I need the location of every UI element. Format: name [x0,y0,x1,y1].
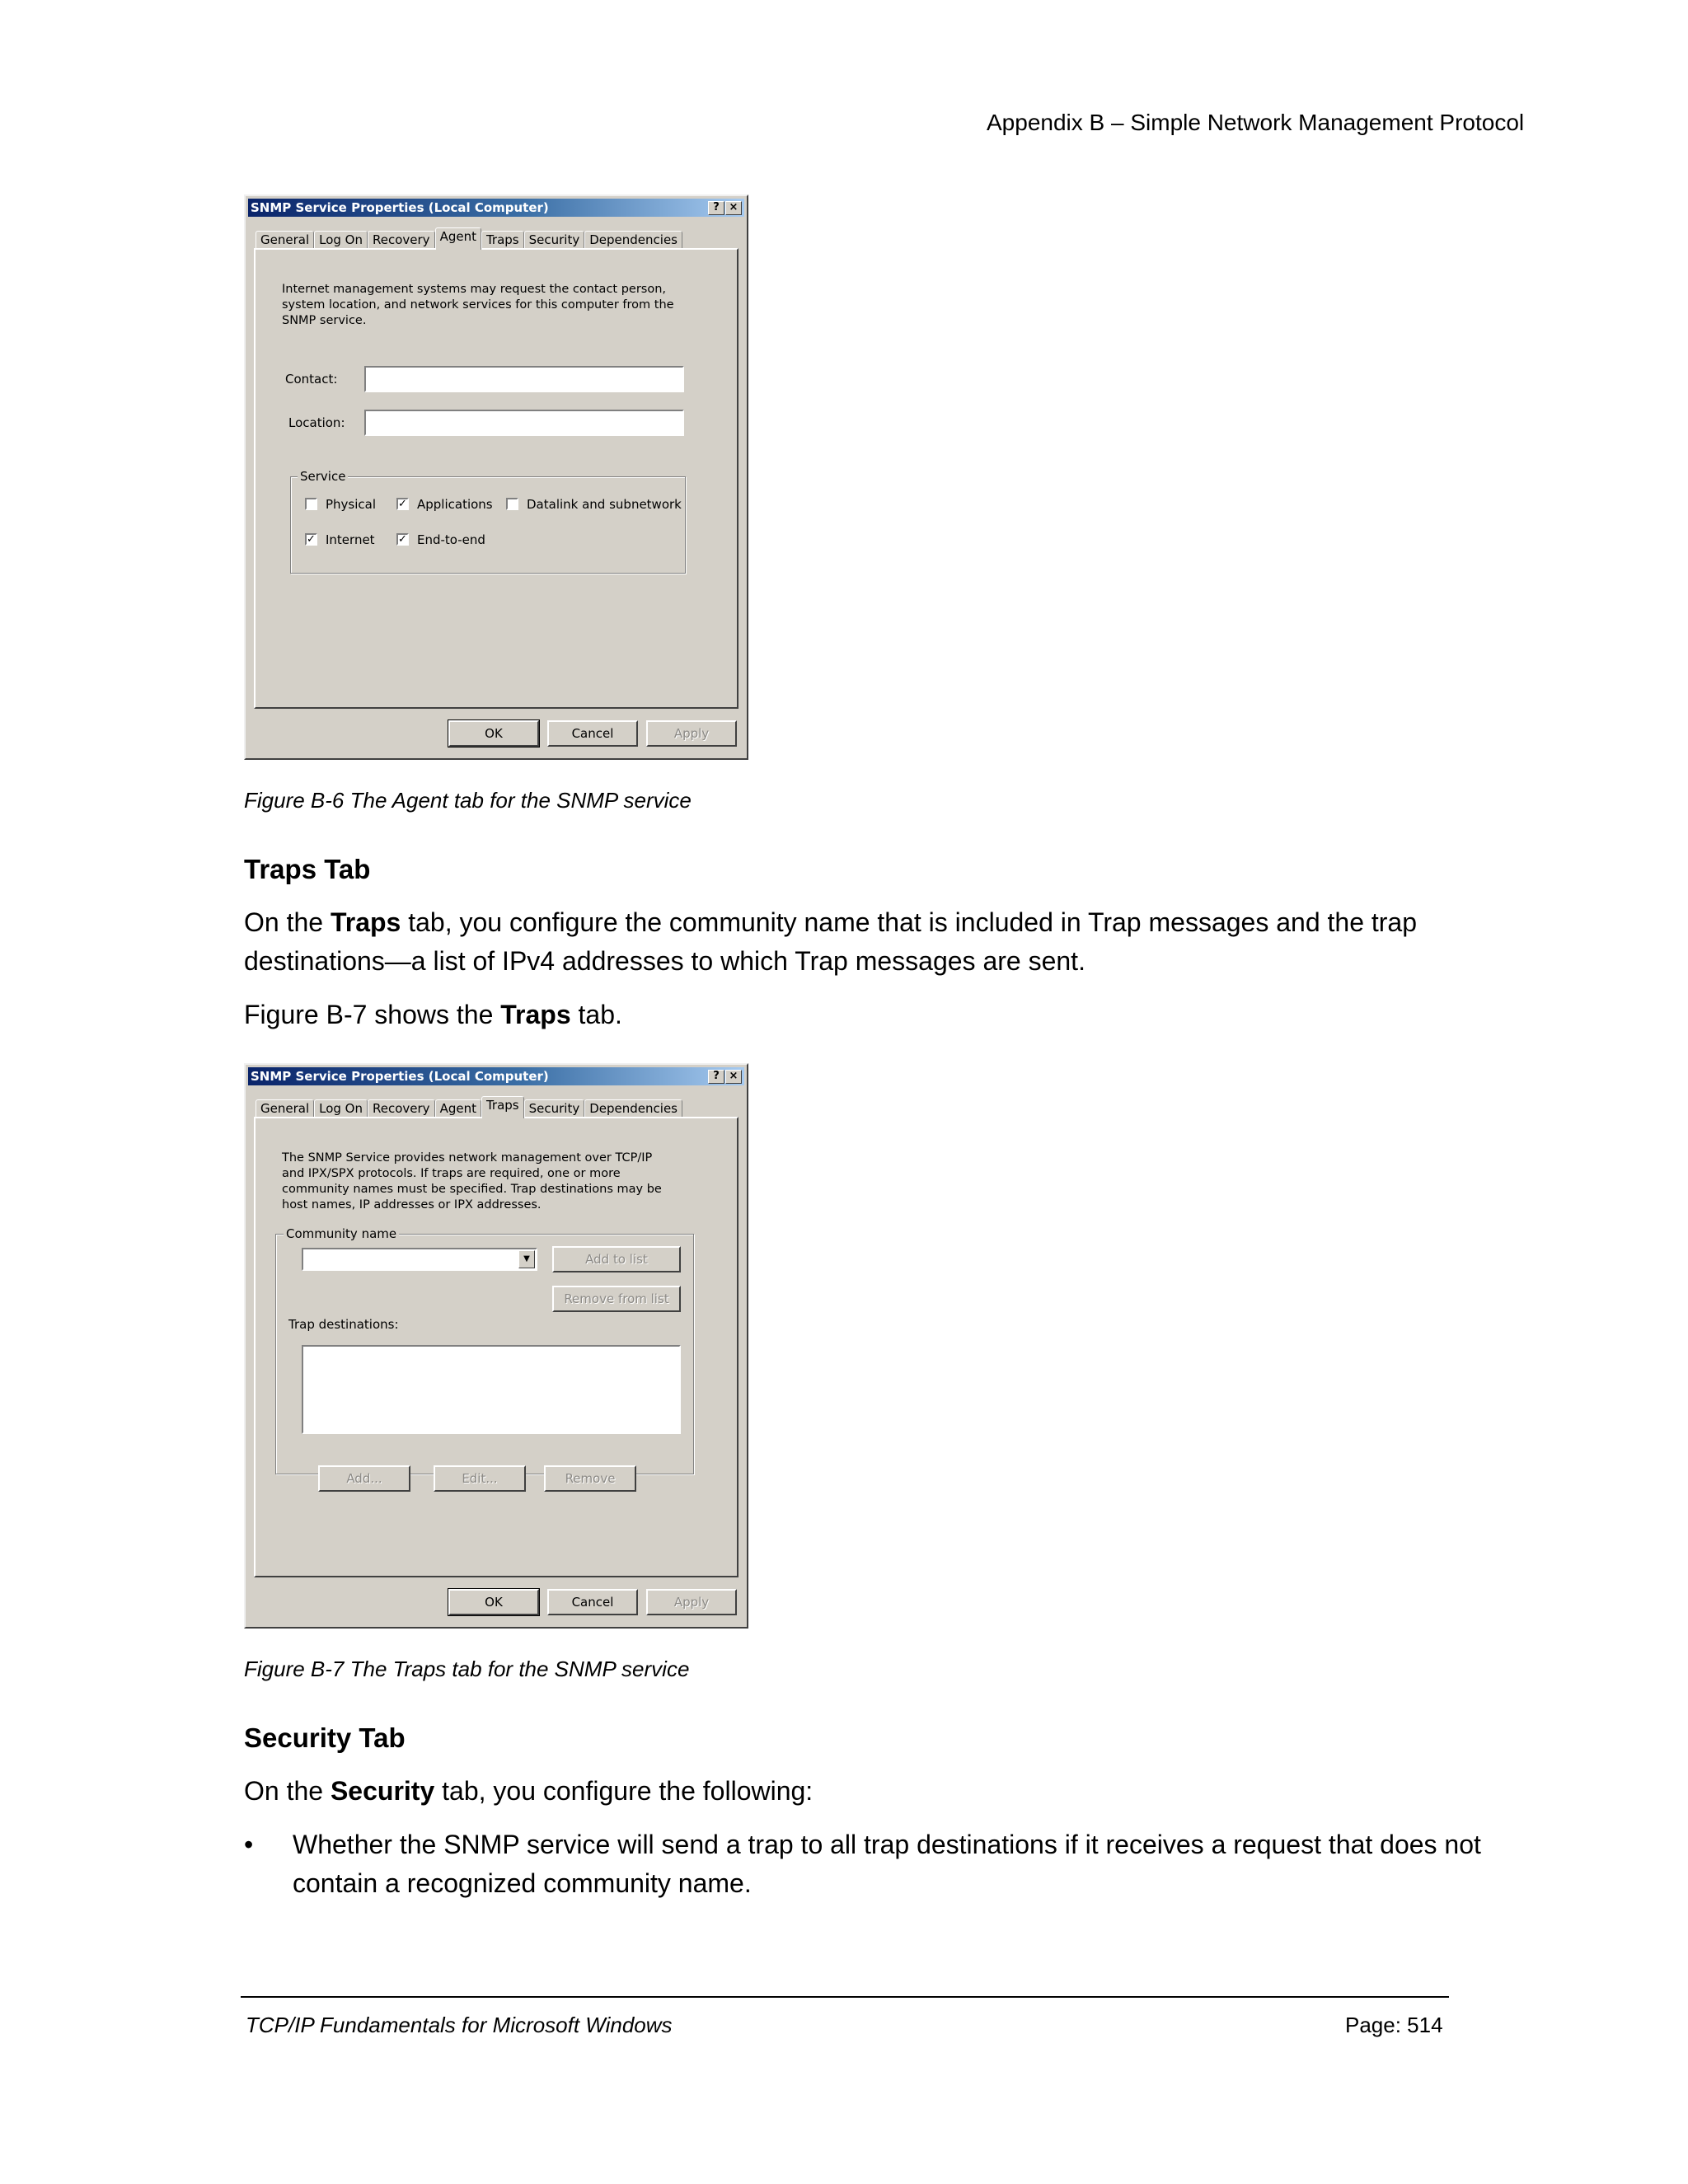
agent-intro-text: Internet management systems may request the contact person, system location, and network services for this computer from the SNMP service. [282,283,674,327]
footer-book-title: TCP/IP Fundamentals for Microsoft Windows [246,2013,673,2037]
tab-traps[interactable]: Traps [481,1096,524,1118]
trap-destinations-label: Trap destinations: [288,1317,399,1332]
dropdown-arrow-icon[interactable]: ▼ [518,1250,535,1268]
remove-button[interactable]: Remove [544,1465,636,1492]
apply-button[interactable]: Apply [646,1589,737,1615]
tab-security[interactable]: Security [524,1099,585,1118]
add-to-list-button[interactable]: Add to list [552,1246,681,1272]
bullet-item: Whether the SNMP service will send a trap to all trap destinations if it receives a request that does not contain a recognized community name. [293,1830,1481,1898]
edit-button[interactable]: Edit... [434,1465,526,1492]
tab-strip [256,1098,682,1118]
footer-rule [241,1996,1449,1998]
cancel-button[interactable]: Cancel [547,1589,638,1615]
ok-button[interactable]: OK [448,1589,539,1615]
tab-dependencies[interactable]: Dependencies [584,1099,682,1118]
service-group [290,476,686,574]
tab-dependencies[interactable]: Dependencies [584,231,682,249]
tab-strip [256,229,682,249]
physical-label: Physical [326,497,377,512]
figure-reference-paragraph: Figure B-7 shows the Traps tab. [244,1000,622,1029]
dialog-title: SNMP Service Properties (Local Computer) [251,200,549,215]
ok-button[interactable]: OK [448,720,539,747]
tab-general[interactable]: General [256,1099,314,1118]
location-label: Location: [288,415,345,430]
footer-page-number: Page: 514 [1345,2013,1443,2037]
tab-general[interactable]: General [256,231,314,249]
end-to-end-checkbox[interactable]: ✓ [396,533,409,546]
close-button[interactable]: × [725,201,742,215]
tab-agent[interactable]: Agent [435,227,481,250]
tab-recovery[interactable]: Recovery [368,1099,435,1118]
figure-b7-caption: Figure B-7 The Traps tab for the SNMP service [244,1657,690,1681]
datalink-label: Datalink and subnetwork [527,497,682,512]
help-button[interactable]: ? [708,1070,724,1084]
location-field[interactable] [364,410,684,436]
community-name-combobox[interactable] [302,1248,537,1271]
applications-label: Applications [417,497,493,512]
physical-checkbox[interactable] [305,498,317,510]
trap-destinations-list[interactable] [302,1345,681,1434]
cancel-button[interactable]: Cancel [547,720,638,747]
dialog-title: SNMP Service Properties (Local Computer) [251,1069,549,1084]
internet-checkbox[interactable]: ✓ [305,533,317,546]
traps-heading: Traps Tab [244,854,371,884]
service-legend: Service [298,469,348,484]
add-button[interactable]: Add... [318,1465,410,1492]
applications-checkbox[interactable]: ✓ [396,498,409,510]
traps-paragraph: On the Traps tab, you configure the community name that is included in Trap messages and the trap destinations—a list of IPv4 addresses to which Trap messages are sent. [244,907,1418,976]
bullet-glyph: • [244,1830,254,1859]
community-name-legend: Community name [284,1226,399,1241]
traps-intro-text: The SNMP Service provides network management over TCP/IP and IPX/SPX protocols. If traps are required, one or more community names must be specified. Trap destinations may be host names, IP addresses or IPX addresses. [282,1151,662,1212]
tab-log-on[interactable]: Log On [314,231,368,249]
contact-label: Contact: [285,372,338,387]
internet-label: Internet [326,532,375,547]
close-button[interactable]: × [725,1070,742,1084]
apply-button[interactable]: Apply [646,720,737,747]
tab-traps[interactable]: Traps [481,231,524,249]
figure-b6-caption: Figure B-6 The Agent tab for the SNMP service [244,788,692,813]
security-paragraph: On the Security tab, you configure the following: [244,1776,814,1806]
tab-agent[interactable]: Agent [435,1099,481,1118]
traps-tab-dialog [244,1063,748,1629]
contact-field[interactable] [364,366,684,392]
end-to-end-label: End-to-end [417,532,485,547]
security-heading: Security Tab [244,1722,406,1753]
agent-tab-dialog [244,194,748,760]
tab-log-on[interactable]: Log On [314,1099,368,1118]
dialog-title-bar [248,1067,744,1085]
help-button[interactable]: ? [708,201,724,215]
tab-recovery[interactable]: Recovery [368,231,435,249]
dialog-title-bar [248,199,744,217]
tab-security[interactable]: Security [524,231,585,249]
datalink-checkbox[interactable] [506,498,518,510]
running-header: Appendix B – Simple Network Management Protocol [987,110,1525,135]
remove-from-list-button[interactable]: Remove from list [552,1286,681,1312]
